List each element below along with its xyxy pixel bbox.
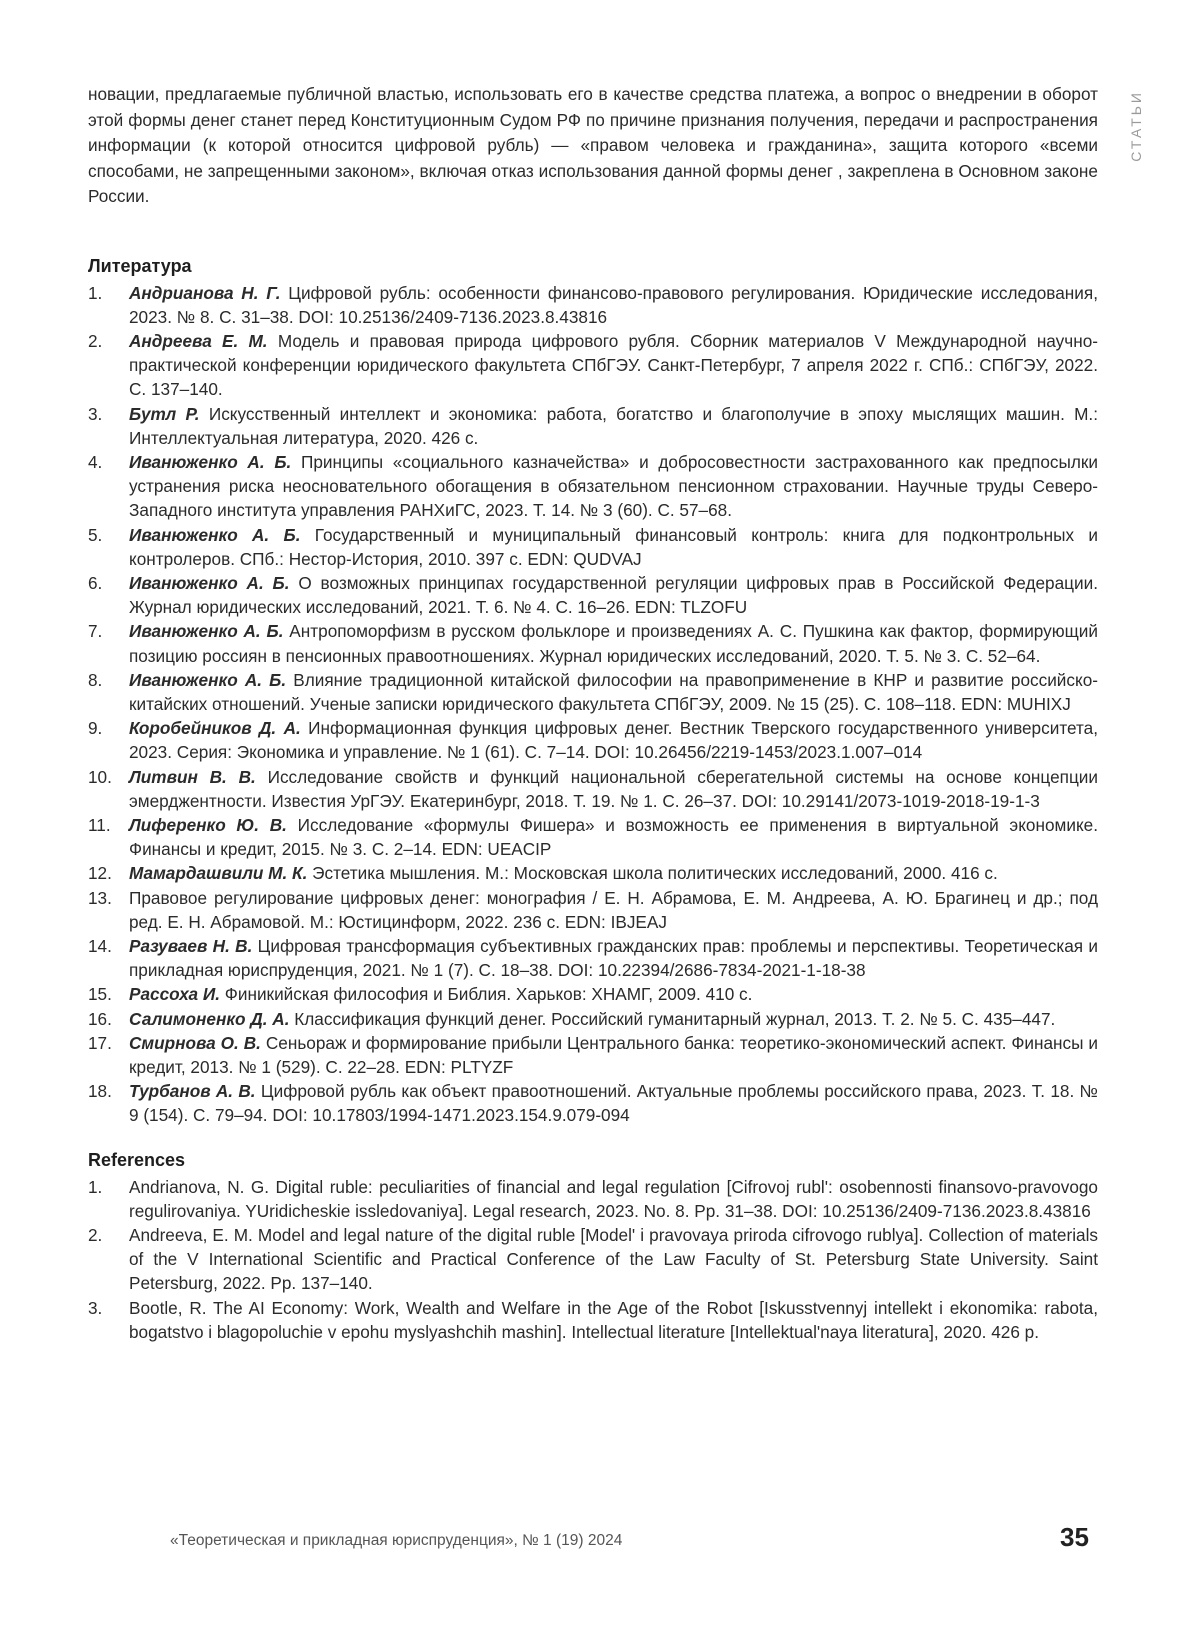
bibliography-item: [88, 934, 1098, 982]
item-number: 17.: [88, 1031, 112, 1055]
item-number: 1.: [88, 1175, 102, 1199]
bibliography-item: [88, 982, 1098, 1006]
references-heading: References: [88, 1150, 1098, 1171]
bibliography-item: [88, 861, 1098, 885]
item-number: 5.: [88, 523, 102, 547]
item-author: Иванюженко А. Б.: [129, 573, 290, 593]
bibliography-item: [88, 813, 1098, 861]
item-author: Андрианова Н. Г.: [129, 283, 280, 303]
page-number: 35: [1060, 1522, 1089, 1553]
bibliography-item: [88, 450, 1098, 523]
item-number: 9.: [88, 716, 102, 740]
bibliography-item: [88, 668, 1098, 716]
item-text: Правовое регулирование цифровых денег: монография / Е. Н. Абрамова, Е. М. Андреева, А. Ю. Брагинец и др.; под ред. Е. Н. Абрамовой. М.: Юстицинформ, 2022. 236 с. EDN: IBJEAJ: [129, 888, 1098, 932]
bibliography-item: [88, 1296, 1098, 1344]
item-number: 16.: [88, 1007, 112, 1031]
item-author: Салимоненко Д. А.: [129, 1009, 289, 1029]
item-text: Классификация функций денег. Российский гуманитарный журнал, 2013. Т. 2. № 5. С. 435–447.: [289, 1009, 1055, 1029]
bibliography-item: [88, 1223, 1098, 1296]
bibliography-item: [88, 716, 1098, 764]
item-number: 6.: [88, 571, 102, 595]
item-text: Исследование свойств и функций национальной сберегательной системы на основе концепции эмерджентности. Известия УрГЭУ. Екатеринбург, 2018. Т. 19. № 1. С. 26–37. DOI: 10.29141/2073-1019-2018-19-1-3: [129, 767, 1098, 811]
item-number: 7.: [88, 619, 102, 643]
item-author: Иванюженко А. Б.: [129, 670, 286, 690]
item-author: Андреева Е. М.: [129, 331, 268, 351]
item-author: Лиференко Ю. В.: [129, 815, 287, 835]
literature-heading: Литература: [88, 256, 1098, 277]
item-author: Бутл Р.: [129, 404, 200, 424]
page-content: [88, 82, 1098, 1344]
item-number: 11.: [88, 813, 111, 837]
item-number: 2.: [88, 329, 102, 353]
item-text: Принципы «социального казначейства» и добросовестности застрахованного как предпосылки устранения риска неосновательного обогащения в обязательном пенсионном страховании. Научные труды Северо-Западного института управления РАНХиГС, 2023. Т. 14. № 3 (60). С. 57–68.: [129, 452, 1098, 520]
item-author: Разуваев Н. В.: [129, 936, 252, 956]
item-number: 1.: [88, 281, 102, 305]
item-number: 12.: [88, 861, 112, 885]
item-number: 2.: [88, 1223, 102, 1247]
item-number: 4.: [88, 450, 102, 474]
item-number: 14.: [88, 934, 112, 958]
item-text: Модель и правовая природа цифрового рубля. Сборник материалов V Международной научно-практической конференции юридического факультета СПбГЭУ. Санкт-Петербург, 7 апреля 2022 г. СПб.: СПбГЭУ, 2022. С. 137–140.: [129, 331, 1098, 399]
footer-journal-title: «Теоретическая и прикладная юриспруденция», № 1 (19) 2024: [170, 1532, 622, 1550]
item-text: Искусственный интеллект и экономика: работа, богатство и благополучие в эпоху мыслящих машин. М.: Интеллектуальная литература, 2020. 426 с.: [129, 404, 1098, 448]
item-text: Сеньораж и формирование прибыли Центрального банка: теоретико-экономический аспект. Финансы и кредит, 2013. № 1 (529). С. 22–28. EDN: PLTYZF: [129, 1033, 1098, 1077]
item-author: Иванюженко А. Б.: [129, 621, 283, 641]
item-text: Информационная функция цифровых денег. Вестник Тверского государственного университета, 2023. Серия: Экономика и управление. № 1 (61). С. 7–14. DOI: 10.26456/2219-1453/2023.1.007–014: [129, 718, 1098, 762]
item-author: Турбанов А. В.: [129, 1081, 256, 1101]
bibliography-item: [88, 571, 1098, 619]
references-list: [88, 1175, 1098, 1344]
bibliography-item: [88, 765, 1098, 813]
bibliography-item: [88, 619, 1098, 667]
item-number: 13.: [88, 886, 112, 910]
bibliography-item: [88, 1175, 1098, 1223]
item-author: Рассоха И.: [129, 984, 220, 1004]
item-text: Bootle, R. The AI Economy: Work, Wealth and Welfare in the Age of the Robot [Iskusstvennyj intellekt i ekonomika: rabota, bogatstvo i blagopoluchie v epohu myslyashchih mashin]. Intellectual literature [Intellektual'naya literatura], 2020. 426 p.: [129, 1298, 1098, 1342]
item-text: Исследование «формулы Фишера» и возможность ее применения в виртуальной экономике. Финансы и кредит, 2015. № 3. С. 2–14. EDN: UEACIP: [129, 815, 1098, 859]
item-author: Коробейников Д. А.: [129, 718, 301, 738]
intro-paragraph: новации, предлагаемые публичной властью, использовать его в качестве средства платежа, а вопрос о внедрении в оборот этой формы денег станет перед Конституционным Судом РФ по причине признания получения, передачи и распространения информации (к которой относится цифровой рубль) — «правом человека и гражданина», защита которого «всеми способами, не запрещенными законом», включая отказ использования данной формы денег , закреплена в Основном законе России.: [88, 82, 1098, 210]
bibliography-item: [88, 1007, 1098, 1031]
bibliography-item: [88, 402, 1098, 450]
item-number: 3.: [88, 1296, 102, 1320]
bibliography-item: [88, 886, 1098, 934]
item-number: 10.: [88, 765, 112, 789]
item-number: 3.: [88, 402, 102, 426]
item-author: Смирнова О. В.: [129, 1033, 261, 1053]
bibliography-item: [88, 329, 1098, 402]
item-text: Andrianova, N. G. Digital ruble: peculiarities of financial and legal regulation [Cifrovoj rubl': osobennosti finansovo-pravovogo regulirovaniya. YUridicheskie issledovaniya]. Legal research, 2023. No. 8. Pp. 31–38. DOI: 10.25136/2409-7136.2023.8.43816: [129, 1177, 1098, 1221]
bibliography-item: [88, 523, 1098, 571]
literature-list: [88, 281, 1098, 1128]
item-text: Цифровой рубль как объект правоотношений. Актуальные проблемы российского права, 2023. Т. 18. № 9 (154). С. 79–94. DOI: 10.17803/1994-1471.2023.154.9.079-094: [129, 1081, 1098, 1125]
item-text: Andreeva, E. M. Model and legal nature of the digital ruble [Model' i pravovaya priroda cifrovogo rublya]. Collection of materials of the V International Scientific and Practical Conference of the Law Faculty of St. Petersburg State University. Saint Petersburg, 2022. Pp. 137–140.: [129, 1225, 1098, 1293]
item-number: 8.: [88, 668, 102, 692]
item-number: 18.: [88, 1079, 112, 1103]
item-text: Цифровая трансформация субъективных гражданских прав: проблемы и перспективы. Теоретическая и прикладная юриспруденция, 2021. № 1 (7). С. 18–38. DOI: 10.22394/2686-7834-2021-1-18-38: [129, 936, 1098, 980]
item-text: О возможных принципах государственной регуляции цифровых прав в Российской Федерации. Журнал юридических исследований, 2021. Т. 6. № 4. С. 16–26. EDN: TLZOFU: [129, 573, 1098, 617]
item-author: Литвин В. В.: [129, 767, 256, 787]
item-author: Иванюженко А. Б.: [129, 525, 300, 545]
bibliography-item: [88, 1079, 1098, 1127]
bibliography-item: [88, 281, 1098, 329]
item-author: Мамардашвили М. К.: [129, 863, 307, 883]
item-author: Иванюженко А. Б.: [129, 452, 291, 472]
bibliography-item: [88, 1031, 1098, 1079]
item-text: Финикийская философия и Библия. Харьков: ХНАМГ, 2009. 410 с.: [220, 984, 752, 1004]
item-text: Цифровой рубль: особенности финансово-правового регулирования. Юридические исследования, 2023. № 8. С. 31–38. DOI: 10.25136/2409-7136.2023.8.43816: [129, 283, 1098, 327]
item-text: Эстетика мышления. М.: Московская школа политических исследований, 2000. 416 с.: [307, 863, 997, 883]
section-side-label: СТАТЬИ: [1128, 90, 1144, 162]
item-text: Влияние традиционной китайской философии на правоприменение в КНР и развитие российско-китайских отношений. Ученые записки юридического факультета СПбГЭУ, 2009. № 15 (25). С. 108–118. EDN: MUHIXJ: [129, 670, 1098, 714]
item-number: 15.: [88, 982, 112, 1006]
item-text: Государственный и муниципальный финансовый контроль: книга для подконтрольных и контролеров. СПб.: Нестор-История, 2010. 397 с. EDN: QUDVAJ: [129, 525, 1098, 569]
item-text: Антропоморфизм в русском фольклоре и произведениях А. С. Пушкина как фактор, формирующий позицию россиян в пенсионных правоотношениях. Журнал юридических исследований, 2020. Т. 5. № 3. С. 52–64.: [129, 621, 1098, 665]
